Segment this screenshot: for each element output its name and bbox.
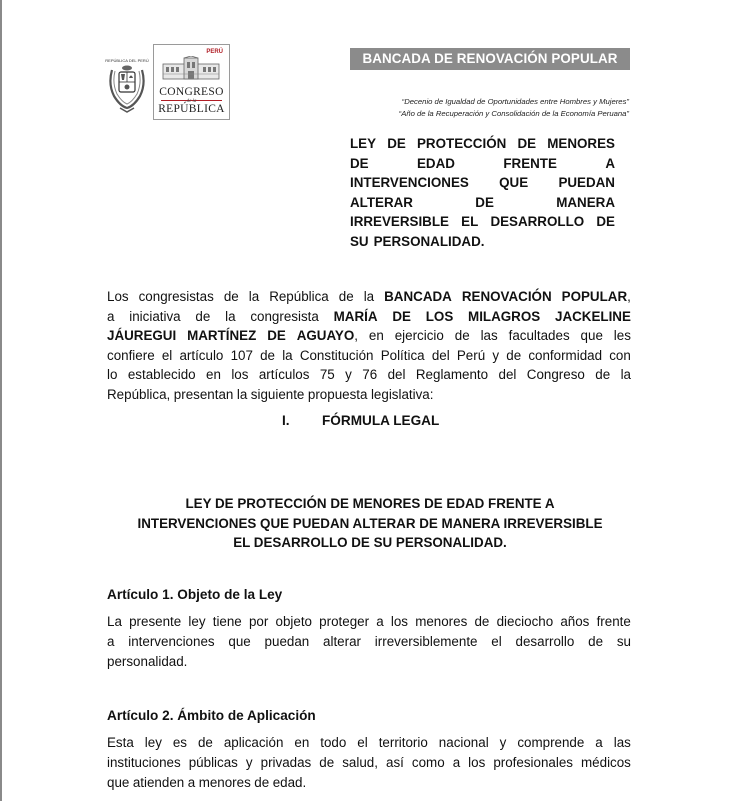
article-1-line-1: [107, 612, 631, 632]
intro-word: artículo: [179, 347, 224, 363]
intro-word: LOS: [425, 308, 454, 324]
logo-country: PERÚ: [206, 49, 223, 55]
article-2-word: Esta: [107, 735, 134, 750]
article-2-word: privadas: [260, 754, 312, 770]
intro-word: 76: [362, 367, 378, 383]
article-1-word: años: [560, 614, 590, 629]
article-2-word: atienden: [132, 774, 185, 790]
intro-word: República: [269, 289, 329, 304]
intro-word: Constitución: [299, 347, 374, 363]
intro-word: legislativa:: [370, 386, 434, 402]
article-2-word: médicos: [581, 754, 631, 770]
seal-caption: REPÚBLICA DEL PERÚ: [105, 58, 149, 63]
intro-word: 107: [230, 347, 253, 363]
bill-title-word: DE: [596, 214, 615, 229]
intro-word: establecido: [127, 367, 196, 383]
article-2-word: es: [172, 735, 188, 750]
article-1-word: desarrollo: [515, 633, 575, 649]
intro-word: República,: [107, 386, 171, 402]
article-2-word: todo: [320, 735, 347, 750]
intro-word: JACKELINE: [555, 308, 631, 324]
decenio-line-2: “Año de la Recuperación y Consolidación de la Economía Peruana”: [398, 109, 629, 118]
bill-title-line: [350, 173, 615, 193]
congreso-logo: [153, 44, 230, 120]
article-1-word: por: [248, 614, 269, 629]
article-2-word: en: [294, 735, 310, 750]
bill-title-word: DESARROLLO: [490, 214, 585, 229]
intro-word: a: [107, 308, 115, 324]
bill-title-word: DE: [387, 136, 406, 151]
bill-title-word: EDAD: [417, 155, 455, 171]
article-2-word: aplicación: [223, 735, 284, 750]
intro-word: la: [236, 386, 248, 402]
decenio-text: [399, 96, 629, 120]
intro-comma: ,: [354, 328, 358, 344]
article-2-word: edad.: [272, 774, 307, 790]
article-2-word: de: [254, 774, 270, 790]
intro-word: MARÍA: [333, 308, 378, 324]
bill-title-line: [350, 154, 615, 174]
bill-title-word: IRREVERSIBLE: [350, 214, 449, 229]
article-2-word: a: [595, 735, 603, 750]
intro-word: la: [620, 367, 631, 383]
congress-building-icon: [162, 56, 220, 80]
bill-title-line: [350, 212, 615, 232]
article-1-word: el: [491, 633, 502, 649]
section-label: FÓRMULA LEGAL: [322, 413, 440, 428]
bill-title-word: DE: [350, 155, 369, 171]
article-1-word: objeto: [275, 614, 312, 629]
intro-word: de: [595, 367, 611, 383]
article-1-word: puedan: [264, 633, 310, 649]
intro-word: 75: [319, 367, 335, 383]
article-1-word: dieciocho: [496, 614, 554, 629]
article-1-word: alterar: [323, 633, 361, 649]
law-title-line-2: INTERVENCIONES QUE PUEDAN ALTERAR DE MANERA IRREVERSIBLE: [137, 515, 603, 531]
intro-word: y: [345, 367, 352, 383]
law-title: [100, 494, 640, 553]
article-2-body: [107, 733, 631, 792]
article-1-word: de: [474, 614, 490, 629]
logo-de-la: de la: [186, 99, 197, 104]
decenio-line-1: “Decenio de Igualdad de Oportunidades entre Hombres y Mujeres”: [401, 97, 629, 106]
intro-word: los: [231, 367, 249, 383]
article-2-word: comprende: [517, 735, 585, 750]
intro-line-5: [107, 365, 631, 385]
intro-word: presentan: [173, 386, 234, 402]
intro-bold-word: MARTÍNEZ: [187, 328, 257, 344]
intro-word: del: [431, 347, 450, 363]
article-2-word: que: [107, 774, 130, 790]
article-1-word: los: [390, 614, 408, 629]
article-2-word: de: [319, 754, 335, 770]
bill-title-word: A: [605, 155, 615, 171]
intro-word: con: [609, 347, 631, 363]
intro-line-6: [107, 385, 631, 405]
section-heading: [282, 413, 439, 428]
intro-word: DE: [392, 308, 411, 324]
intro-word: Perú: [456, 347, 486, 363]
article-2-word: los: [468, 754, 486, 770]
bill-title-word: SU: [350, 233, 369, 249]
intro-word: del: [498, 367, 517, 383]
article-2-line-2: [107, 753, 631, 773]
intro-line-3: [107, 326, 631, 346]
article-1-word: presente: [129, 614, 182, 629]
intro-word: el: [161, 347, 173, 363]
intro-word: lo: [107, 367, 118, 383]
bill-title-word: PROTECCIÓN: [417, 136, 507, 151]
logo-line2: REPÚBLICA: [158, 103, 225, 115]
article-1-word: tiene: [212, 614, 242, 629]
article-1-word: ley: [188, 614, 206, 629]
intro-word: ejercicio: [394, 328, 444, 344]
intro-word: que: [580, 328, 603, 344]
article-1-word: La: [107, 614, 122, 629]
bill-title-word: ALTERAR: [350, 194, 413, 210]
bill-title-word: QUE: [499, 175, 529, 190]
intro-word: artículos: [258, 367, 310, 383]
article-1-word: personalidad.: [107, 653, 188, 669]
intro-word: del: [387, 367, 406, 383]
article-2-heading: Artículo 2. Ámbito de Aplicación: [107, 708, 316, 723]
intro-word: y: [492, 347, 500, 363]
intro-word: de: [338, 289, 354, 304]
intro-word: en: [368, 328, 384, 344]
intro-word: congresistas: [138, 289, 214, 304]
intro-word: conformidad: [528, 347, 603, 363]
bancada-banner: BANCADA DE RENOVACIÓN POPULAR: [350, 48, 630, 70]
article-2-word: territorio: [378, 735, 428, 750]
article-1-body: [107, 612, 631, 671]
intro-word: en: [206, 367, 221, 383]
intro-bold-word: POPULAR,: [561, 289, 631, 304]
intro-line-2: [107, 307, 631, 327]
intro-line-4: [107, 346, 631, 366]
intro-line-1: [107, 287, 631, 307]
intro-word: siguiente: [250, 386, 305, 402]
intro-word: la: [282, 347, 293, 363]
intro-word: confiere: [107, 347, 155, 363]
article-1-word: menores: [415, 614, 468, 629]
article-1-word: su: [616, 633, 631, 649]
intro-word: Congreso: [526, 367, 585, 383]
intro-word: Reglamento: [415, 367, 489, 383]
bill-title-word: PERSONALIDAD.: [373, 233, 485, 249]
article-2-word: profesionales: [493, 754, 573, 770]
article-2-word: el: [357, 735, 368, 750]
bill-title-word: INTERVENCIONES: [350, 175, 469, 190]
article-2-line-3: [107, 773, 631, 793]
bill-title-line: [350, 134, 615, 154]
page-edge: [0, 0, 2, 801]
intro-paragraph: [107, 287, 631, 405]
intro-bold-word: AGUAYO,: [296, 328, 358, 344]
intro-word: la: [225, 308, 236, 324]
coat-of-arms-icon: [106, 56, 148, 114]
law-title-line-3: EL DESARROLLO DE SU PERSONALIDAD.: [233, 535, 507, 550]
bill-title-word: DE: [475, 194, 494, 210]
intro-word: congresista: [250, 308, 319, 324]
article-1-heading: Artículo 1. Objeto de la Ley: [107, 587, 283, 602]
bill-title: [350, 134, 615, 251]
article-2-word: a: [187, 774, 196, 790]
intro-word: de: [223, 289, 239, 304]
bill-title-line: [350, 193, 615, 213]
logo-line1: CONGRESO: [159, 86, 224, 98]
bill-title-word: FRENTE: [503, 155, 557, 171]
article-1-word: que: [228, 633, 251, 649]
article-1-word: a: [376, 614, 384, 629]
article-2-line-1: [107, 733, 631, 753]
article-1-word: irreversiblemente: [374, 633, 478, 649]
bill-title-line: [350, 232, 615, 252]
article-2-word: de: [197, 735, 213, 750]
article-2-word: públicas: [188, 754, 238, 770]
intro-comma: ,: [627, 289, 631, 304]
article-2-word: nacional: [438, 735, 489, 750]
article-1-word: proteger: [319, 614, 370, 629]
article-1-word: intervenciones: [128, 633, 215, 649]
intro-word: MILAGROS: [468, 308, 541, 324]
intro-line-1-words: [107, 287, 631, 307]
bill-title-word: PUEDAN: [558, 175, 615, 190]
intro-word: les: [613, 328, 631, 344]
bill-title-word: EL: [461, 214, 479, 229]
article-2-word: y: [499, 735, 507, 750]
intro-bold-word: JÁUREGUI: [107, 328, 177, 344]
article-2-word: y: [245, 754, 253, 770]
intro-word: de: [195, 308, 211, 324]
intro-word: de: [506, 347, 522, 363]
intro-word: Los: [107, 289, 129, 304]
intro-bold-word: RENOVACIÓN: [461, 289, 552, 304]
intro-word: de: [260, 347, 275, 363]
intro-word: facultades: [508, 328, 570, 344]
bill-title-word: DE: [517, 136, 537, 151]
article-1-line-3: [107, 652, 631, 672]
article-1-word: frente: [596, 614, 631, 629]
intro-word: Política: [380, 347, 425, 363]
article-2-word: como: [411, 754, 445, 770]
section-numeral: I.: [282, 413, 290, 428]
bill-title-word: LEY: [350, 136, 377, 151]
article-2-word: así: [386, 754, 404, 770]
intro-word: la: [248, 289, 260, 304]
article-2-word: las: [613, 735, 631, 750]
intro-bold-word: DE: [267, 328, 286, 344]
intro-word: la: [363, 289, 375, 304]
article-1-word: de: [588, 633, 604, 649]
intro-bold-word: BANCADA: [384, 289, 452, 304]
article-1-line-2: [107, 632, 631, 652]
article-2-word: instituciones: [107, 754, 181, 770]
intro-word: propuesta: [307, 386, 368, 402]
article-2-word: salud,: [342, 754, 378, 770]
intro-word: iniciativa: [129, 308, 181, 324]
bill-title-word: MENORES: [547, 136, 615, 151]
article-2-word: a: [452, 754, 461, 770]
intro-word: las: [480, 328, 498, 344]
intro-word: de: [454, 328, 470, 344]
article-2-word: ley: [144, 735, 162, 750]
law-title-line-1: LEY DE PROTECCIÓN DE MENORES DE EDAD FRENTE A: [185, 496, 555, 511]
bill-title-word: MANERA: [556, 194, 615, 210]
article-1-word: a: [107, 633, 115, 649]
article-2-word: menores: [198, 774, 251, 790]
